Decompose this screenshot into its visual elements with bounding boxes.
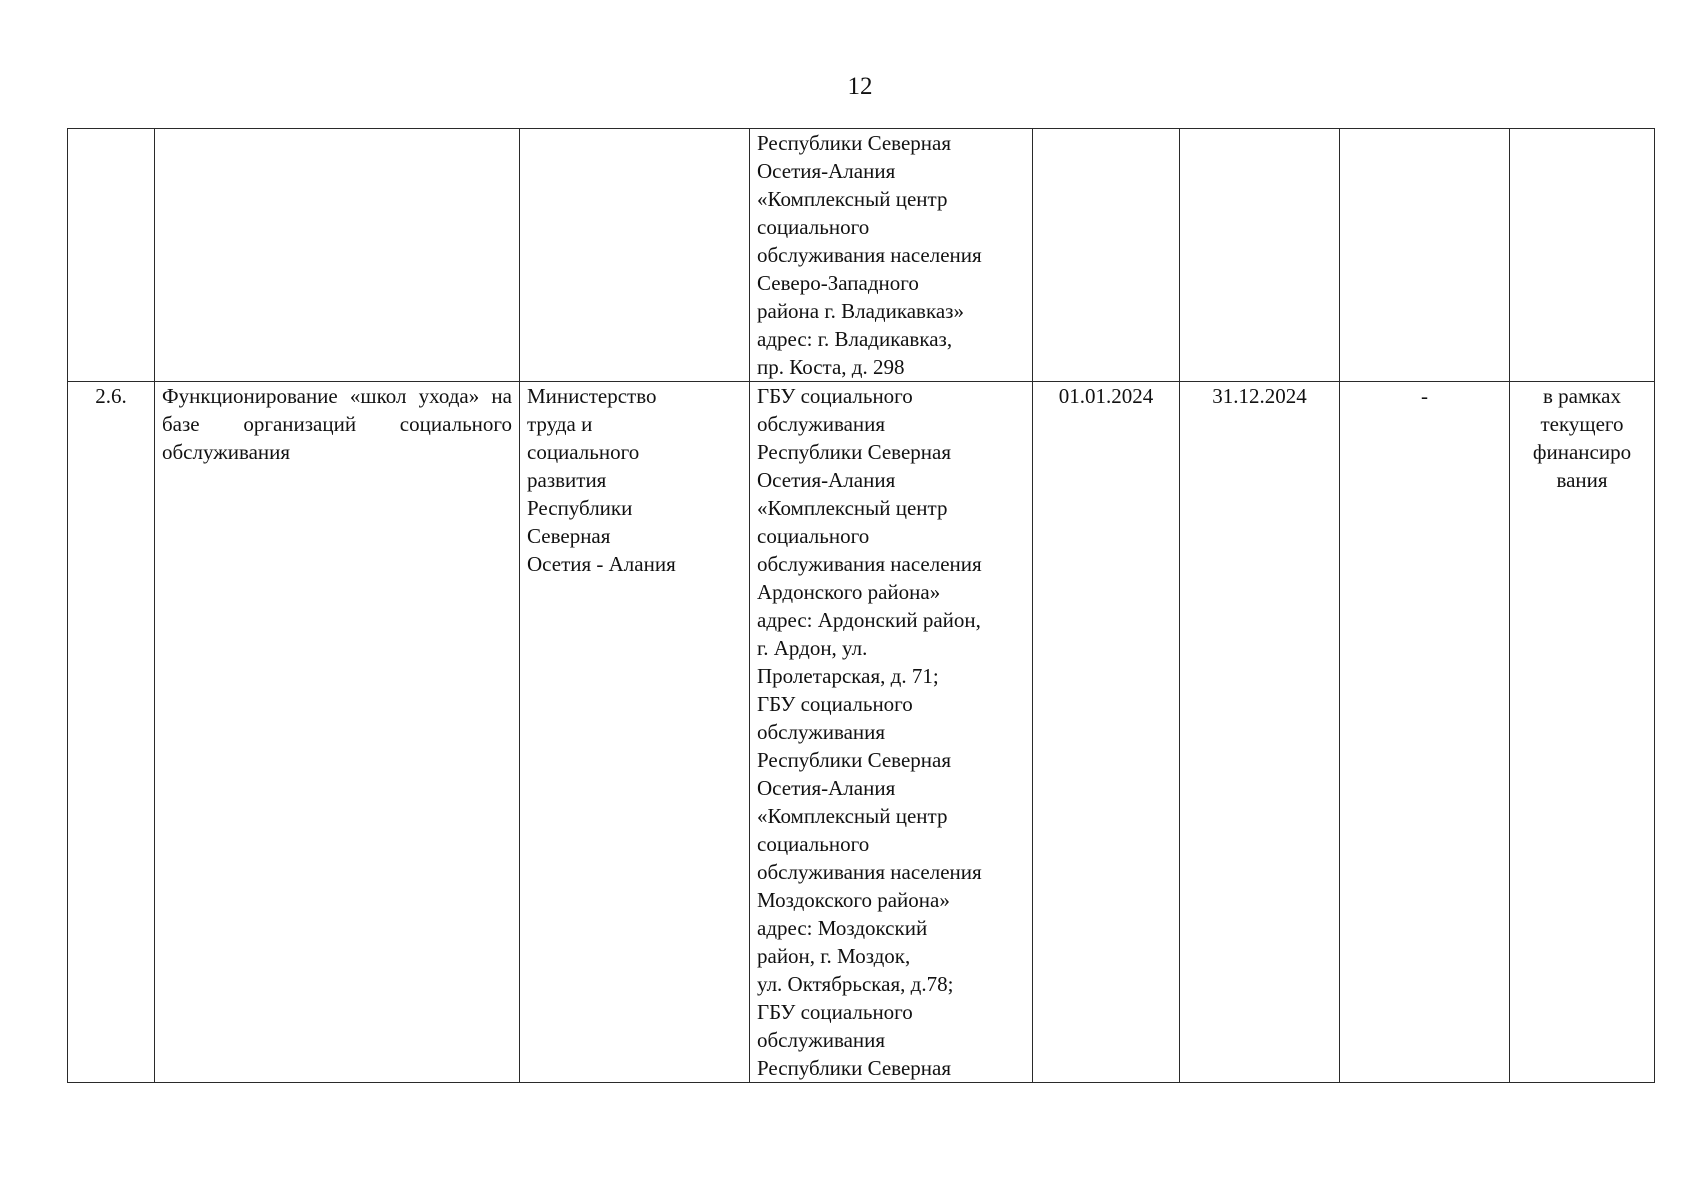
cell-num: 2.6. <box>68 382 155 1083</box>
cell-start-date: 01.01.2024 <box>1033 382 1180 1083</box>
cell-executor: ГБУ социального обслуживания Республики Северная Осетия-Алания «Комплексный центр социального обслуживания населения Ардонского района» адрес: Ардонский район, г. Ардон, ул. Пролетарская, д. 71; ГБУ социального обслуживания Республики Северная Осетия-Алания «Комплексный центр социального обслуживания населения Моздокского района» адрес: Моздокский район, г. Моздок, ул. Октябрьская, д.78; ГБУ социального обслуживания Республики Северная <box>750 382 1033 1083</box>
cell-financing: в рамках текущего финансиро вания <box>1510 382 1655 1083</box>
cell-start-date <box>1033 129 1180 382</box>
page-number: 12 <box>847 73 873 100</box>
cell-activity <box>155 129 520 382</box>
table-row <box>68 129 1655 382</box>
cell-end-date <box>1180 129 1340 382</box>
cell-responsible: Министерство труда и социального развития Республики Северная Осетия - Алания <box>520 382 750 1083</box>
cell-num <box>68 129 155 382</box>
cell-indicator: - <box>1340 382 1510 1083</box>
cell-executor: Республики Северная Осетия-Алания «Комплексный центр социального обслуживания населения Северо-Западного района г. Владикавказ» адрес: г. Владикавказ, пр. Коста, д. 298 <box>750 129 1033 382</box>
cell-activity: Функционирование «школ ухода» на базе организаций социального обслуживания <box>155 382 520 1083</box>
cell-financing <box>1510 129 1655 382</box>
plan-table <box>67 128 1655 1083</box>
cell-end-date: 31.12.2024 <box>1180 382 1340 1083</box>
table-row <box>68 382 1655 1083</box>
cell-indicator <box>1340 129 1510 382</box>
cell-responsible <box>520 129 750 382</box>
